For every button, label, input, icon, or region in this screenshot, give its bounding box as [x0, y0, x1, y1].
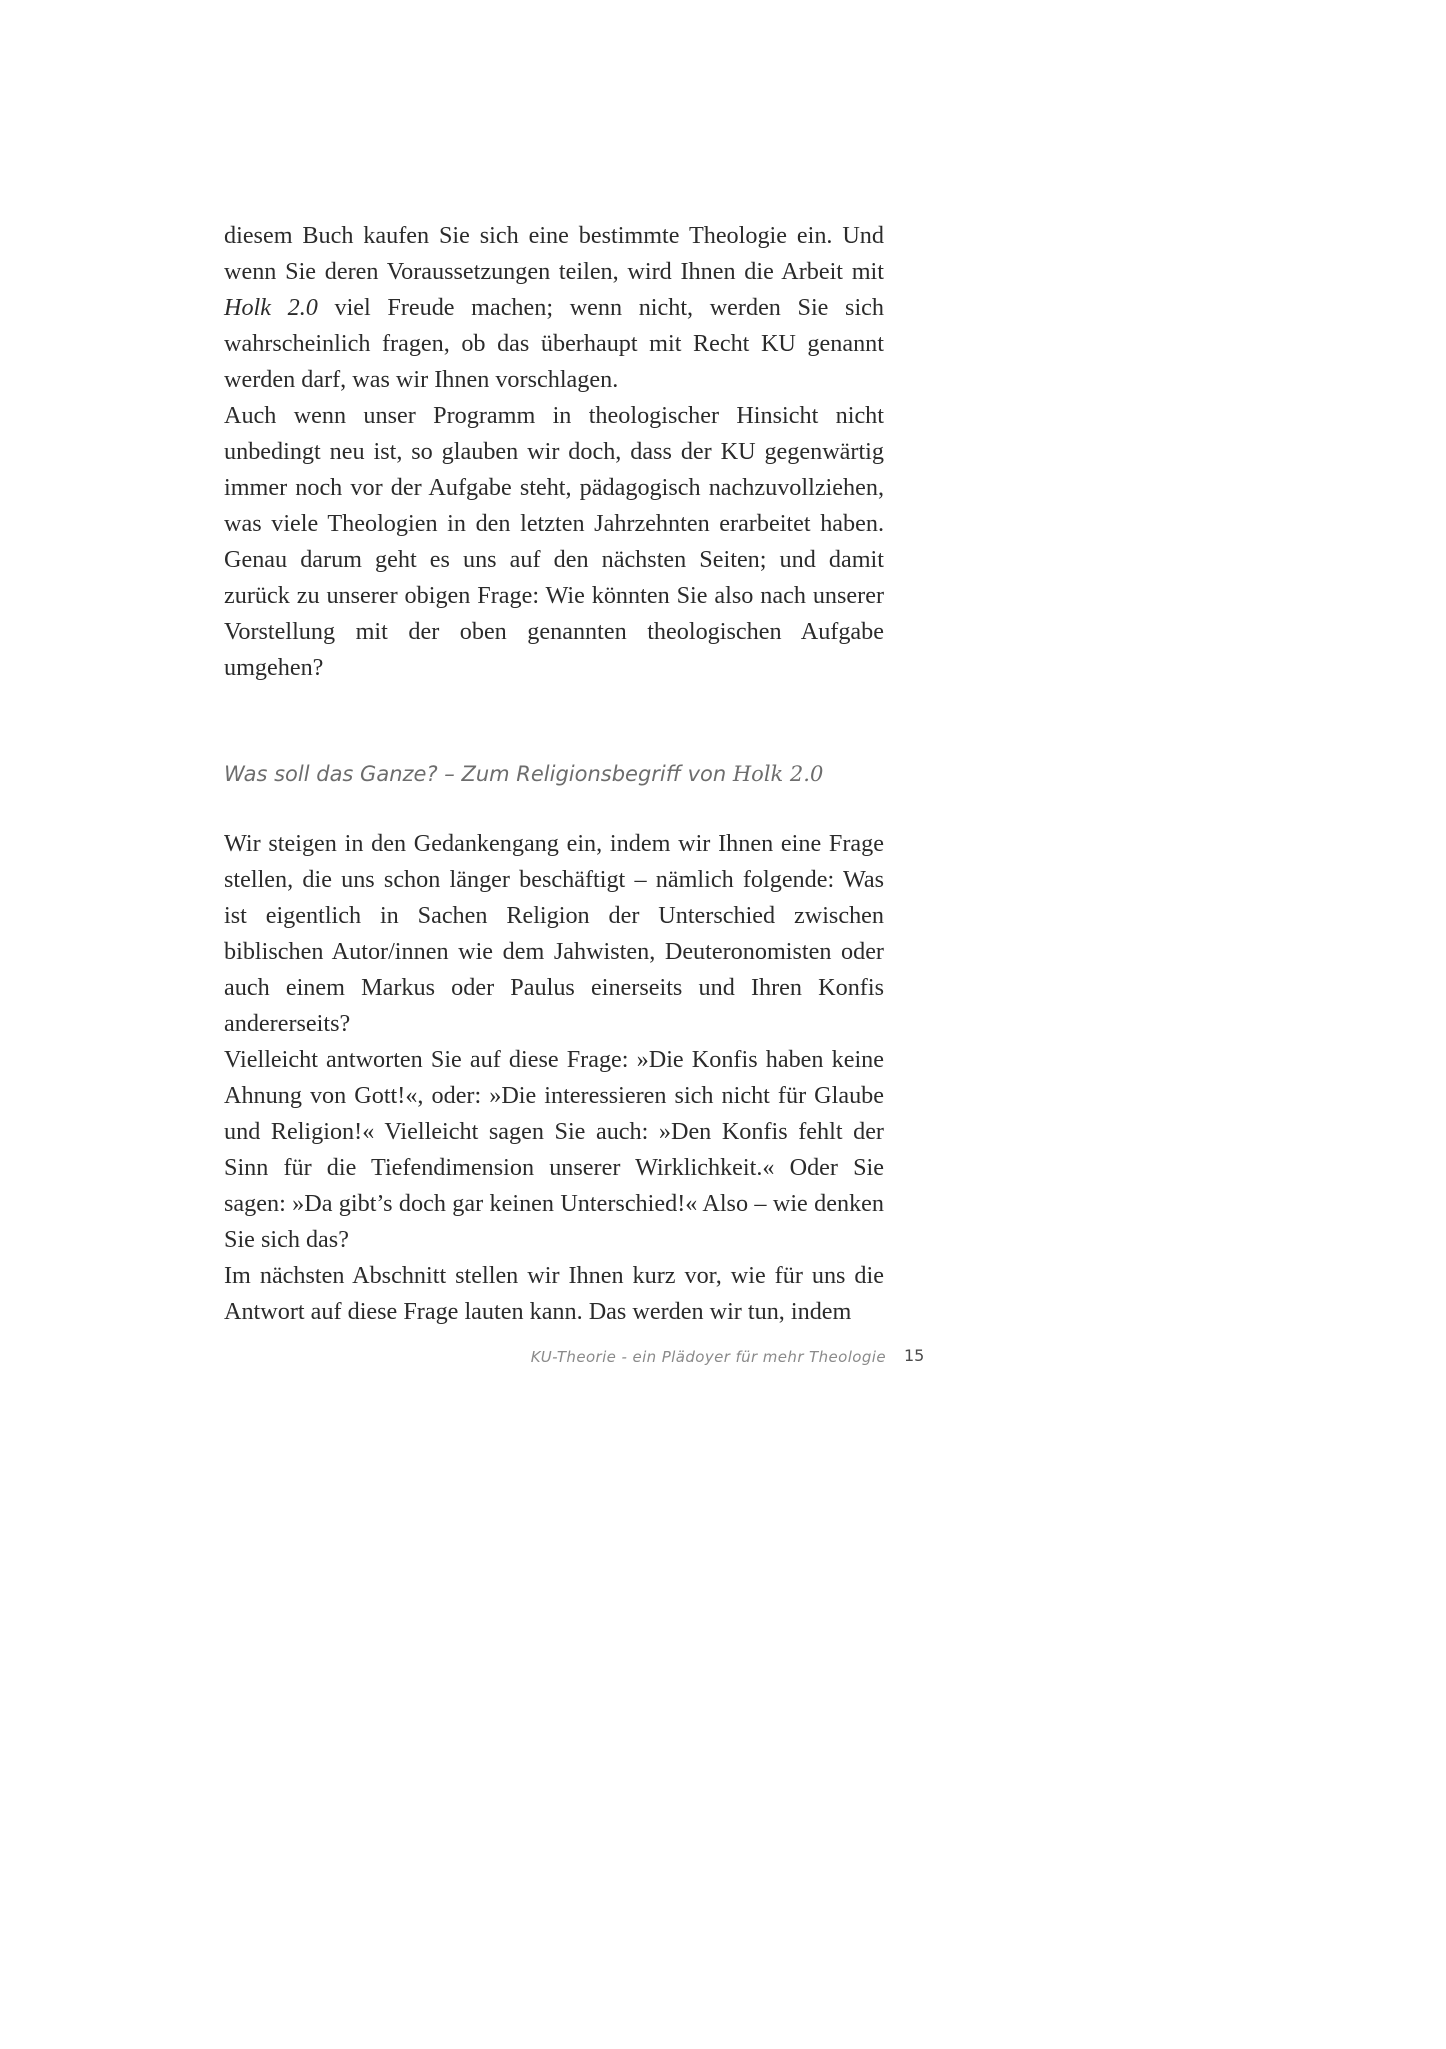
section-heading: [224, 756, 823, 792]
book-title-emphasis: Holk 2.0: [224, 294, 318, 321]
body-paragraph: Auch wenn unser Programm in theologischer Hinsicht nicht unbedingt neu ist, so glauben wir doch, dass der KU gegenwärtig immer noch vor der Aufgabe steht, pädagogisch nachzuvollziehen, was viele Theologien in den letzten Jahrzehnten erarbeitet haben. Genau darum geht es uns auf den nächsten Seiten; und damit zurück zu unserer obigen Frage: Wie könnten Sie also nach unserer Vorstellung mit der oben genannten theologischen Aufgabe umgehen?: [224, 402, 884, 681]
body-paragraph: Wir steigen in den Gedankengang ein, indem wir Ihnen eine Frage stellen, die uns schon länger beschäftigt – nämlich folgende: Was ist eigentlich in Sachen Religion der Unterschied zwischen biblischen Autor/innen wie dem Jahwisten, Deuteronomisten oder auch einem Markus oder Paulus einerseits und Ihren Konfis andererseits?: [224, 830, 884, 1037]
paragraph-text: diesem Buch kaufen Sie sich eine bestimmte Theologie ein. Und wenn Sie deren Voraussetzungen teilen, wird Ihnen die Arbeit mit: [224, 222, 884, 285]
body-paragraph: Vielleicht antworten Sie auf diese Frage: »Die Konfis haben keine Ahnung von Gott!«, oder: »Die interessieren sich nicht für Glaube und Religion!« Vielleicht sagen Sie auch: »Den Konfis fehlt der Sinn für die Tiefendimension unserer Wirklichkeit.« Oder Sie sagen: »Da gibt’s doch gar keinen Unterschied!« Also – wie denken Sie sich das?: [224, 1046, 884, 1253]
body-paragraph: Im nächsten Abschnitt stellen wir Ihnen kurz vor, wie für uns die Antwort auf diese Frage lauten kann. Das werden wir tun, indem: [224, 1262, 884, 1325]
section-heading-title: Holk 2.0: [732, 762, 824, 786]
body-paragraph: [224, 218, 884, 398]
running-footer-title: KU-Theorie - ein Plädoyer für mehr Theologie: [530, 1348, 886, 1366]
page-number: 15: [904, 1346, 925, 1365]
paragraph-text: viel Freude machen; wenn nicht, werden Sie sich wahrscheinlich fragen, ob das überhaupt mit Recht KU genannt werden darf, was wir Ihnen vorschlagen.: [224, 294, 884, 393]
section-heading-text: Was soll das Ganze? – Zum Religionsbegriff von: [224, 762, 733, 786]
